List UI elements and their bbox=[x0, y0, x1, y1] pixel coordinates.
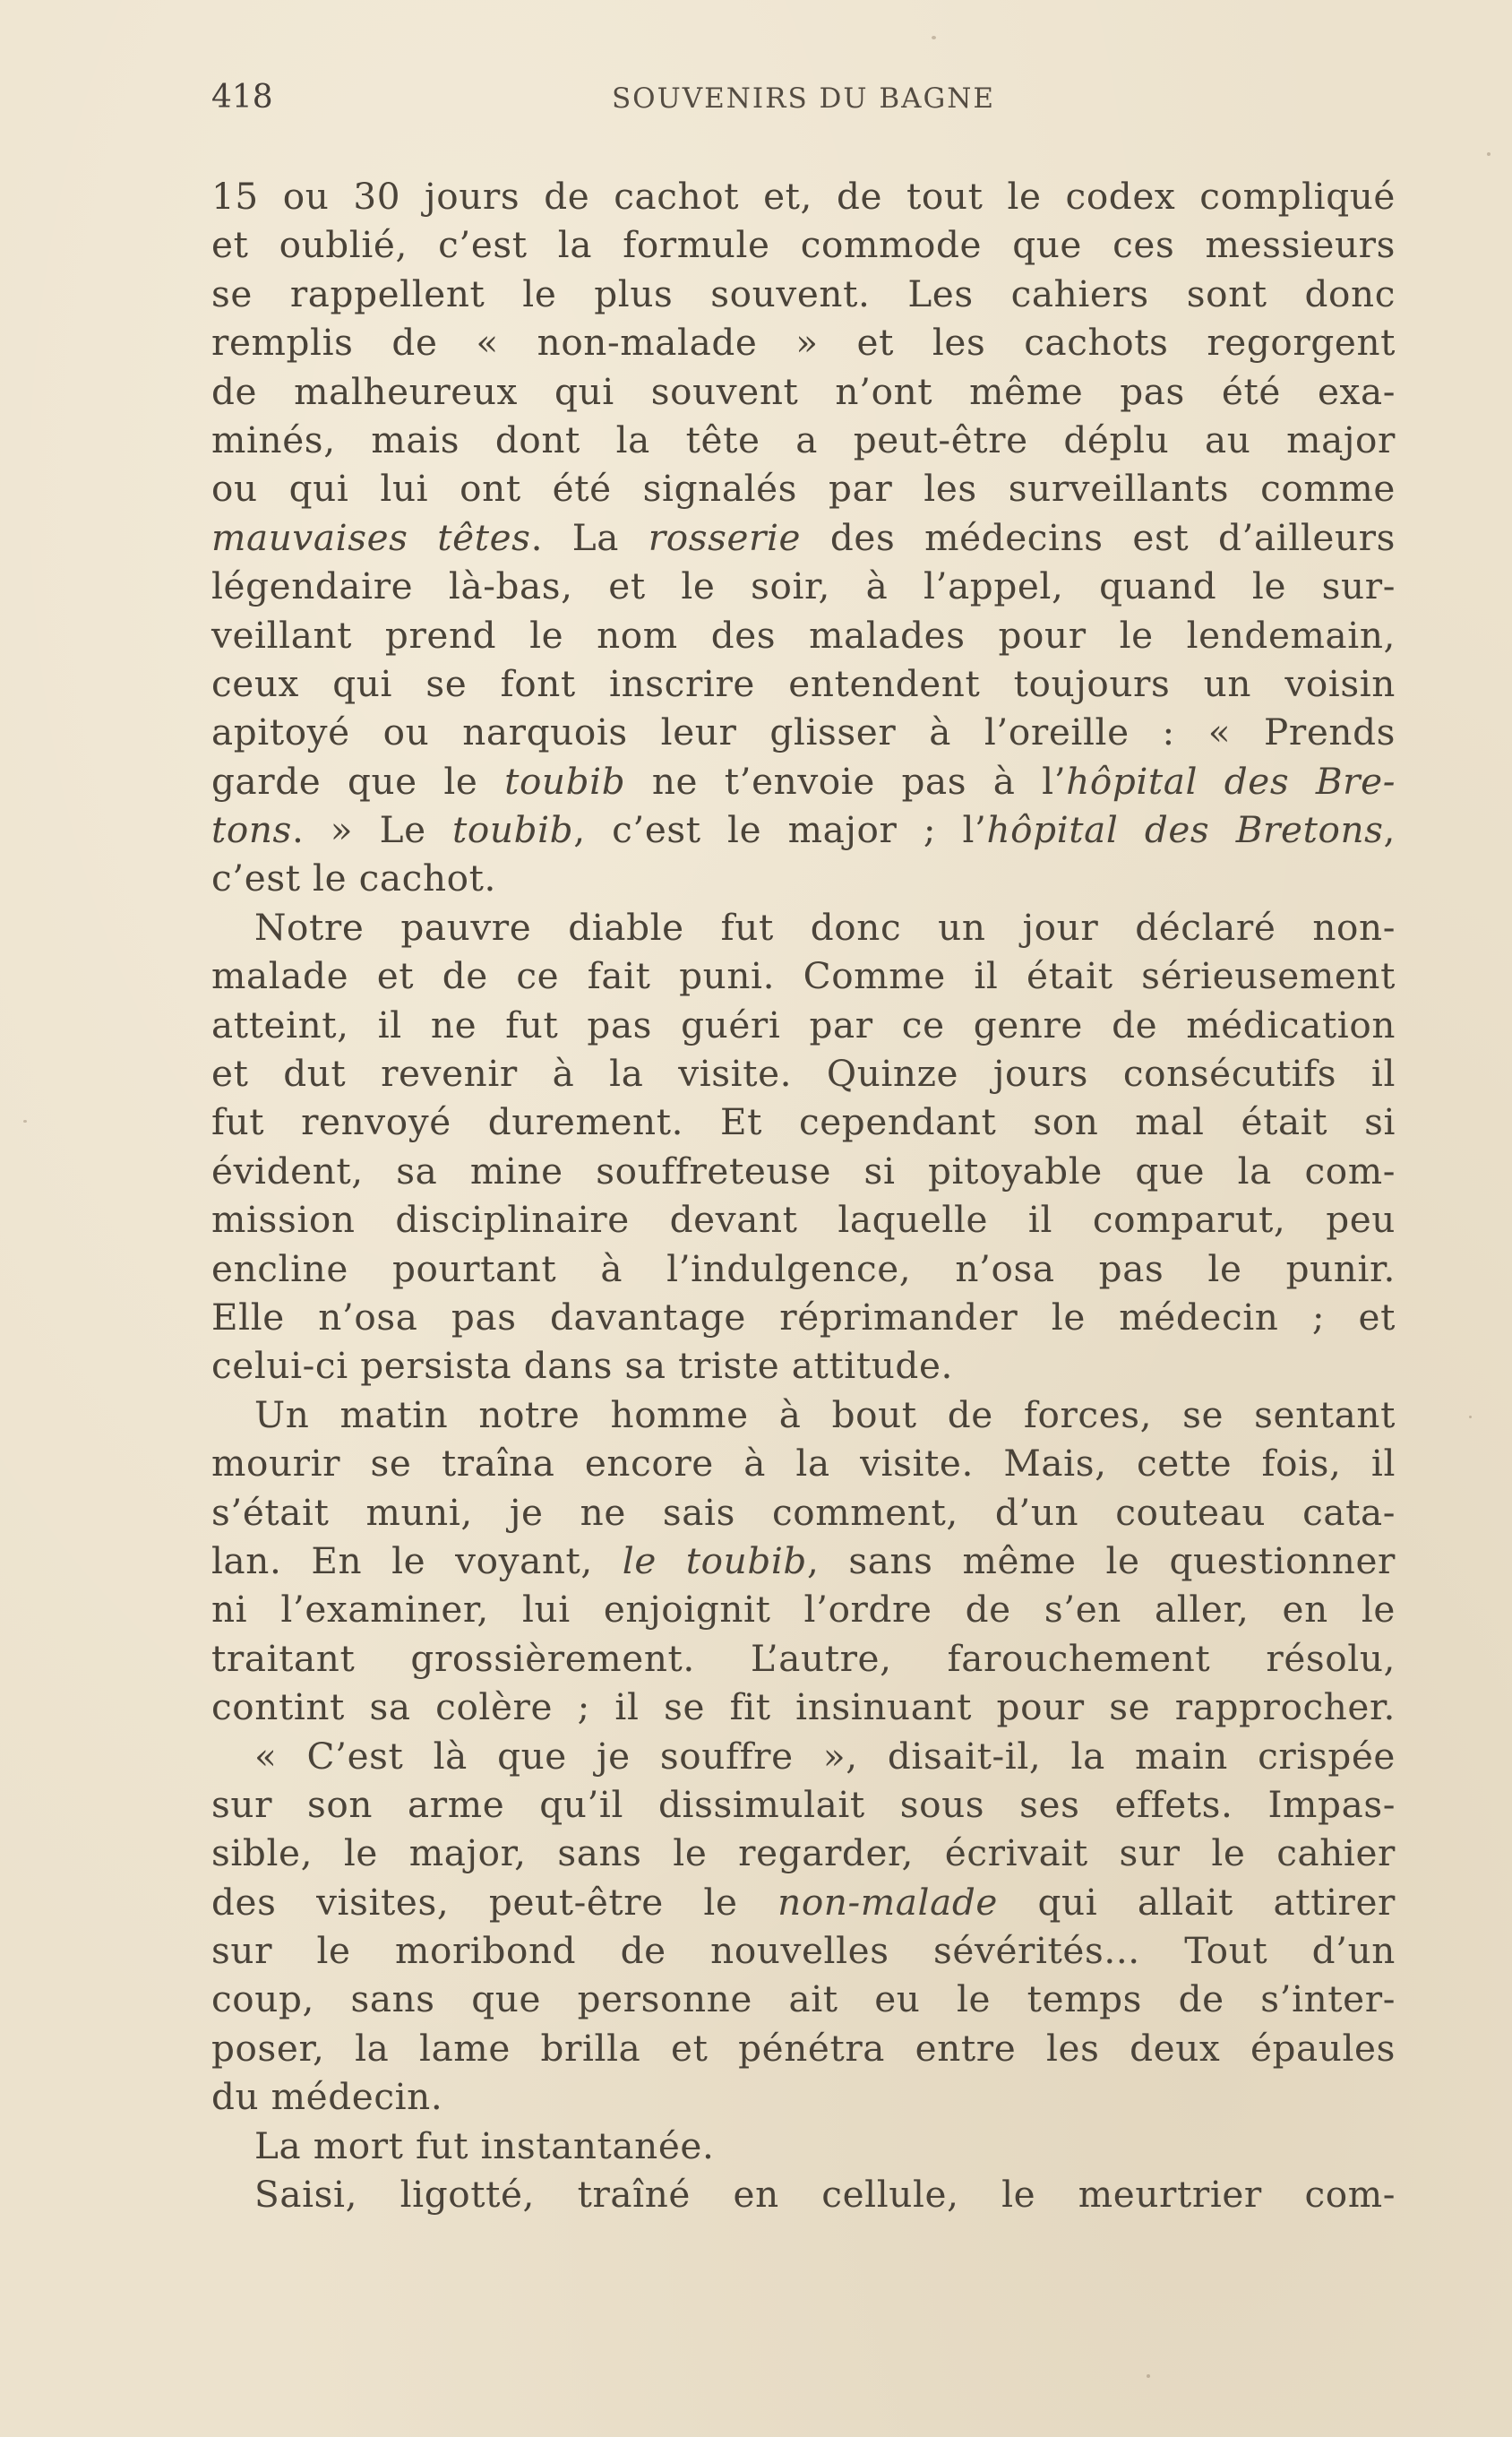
text-line: c’est le cachot. bbox=[211, 857, 496, 900]
text-line: malade et de ce fait puni. Comme il était sérieusement bbox=[211, 954, 1396, 998]
text-line: Notre pauvre diable fut donc un jour déclaré non- bbox=[254, 905, 1396, 949]
text-run: ne t’envoie pas à l’ bbox=[625, 759, 1067, 803]
paper-speck bbox=[932, 36, 936, 39]
text-line: légendaire là-bas, et le soir, à l’appel, quand le sur- bbox=[211, 564, 1396, 608]
paper-speck bbox=[23, 1120, 27, 1123]
paper-speck bbox=[1487, 152, 1491, 156]
text-line: mourir se traîna encore à la visite. Mais, cette fois, il bbox=[211, 1442, 1396, 1485]
text-line: 15 ou 30 jours de cachot et, de tout le codex compliqué bbox=[211, 175, 1396, 218]
text-line: s’était muni, je ne sais comment, d’un couteau cata- bbox=[211, 1490, 1396, 1534]
body-text bbox=[211, 172, 1396, 2218]
italic-text: hôpital des Bre- bbox=[1066, 759, 1396, 803]
text-line: sur son arme qu’il dissimulait sous ses effets. Impas- bbox=[211, 1782, 1396, 1826]
text-line: mission disciplinaire devant laquelle il comparut, peu bbox=[211, 1198, 1396, 1242]
text-run: , sans même le questionner bbox=[806, 1538, 1396, 1582]
text-line: ni l’examiner, lui enjoignit l’ordre de s’en aller, en le bbox=[211, 1588, 1396, 1632]
text-line: sible, le major, sans le regarder, écrivait sur le cahier bbox=[211, 1831, 1396, 1875]
text-line bbox=[211, 757, 1396, 805]
text-line bbox=[211, 805, 1396, 854]
text-line: de malheureux qui souvent n’ont même pas été exa- bbox=[211, 369, 1396, 413]
text-run: lan. En le voyant, bbox=[211, 1538, 623, 1582]
text-line: traitant grossièrement. L’autre, farouchement résolu, bbox=[211, 1636, 1396, 1680]
text-line: se rappellent le plus souvent. Les cahiers sont donc bbox=[211, 271, 1396, 315]
text-line: remplis de « non-malade » et les cachots regorgent bbox=[211, 321, 1396, 365]
text-line: et oublié, c’est la formule commode que ces messieurs bbox=[211, 223, 1396, 267]
italic-text: rosserie bbox=[648, 515, 802, 559]
running-title: SOUVENIRS DU BAGNE bbox=[611, 82, 996, 115]
text-line: Elle n’osa pas davantage réprimander le médecin ; et bbox=[211, 1295, 1396, 1339]
italic-text: tons bbox=[211, 808, 292, 852]
text-line: sur le moribond de nouvelles sévérités... Tout d’un bbox=[211, 1929, 1396, 1973]
italic-text: mauvaises têtes bbox=[211, 515, 531, 559]
text-line: celui-ci persista dans sa triste attitude. bbox=[211, 1344, 953, 1388]
text-line bbox=[211, 1537, 1396, 1585]
text-line: ou qui lui ont été signalés par les surveillants comme bbox=[211, 467, 1396, 511]
text-run: garde que le bbox=[211, 759, 505, 803]
text-run: , c’est le major ; l’ bbox=[573, 808, 987, 852]
text-run: des médecins est d’ailleurs bbox=[801, 515, 1396, 559]
text-line bbox=[211, 513, 1396, 562]
italic-text: toubib bbox=[504, 759, 626, 803]
italic-text: hôpital des Bretons bbox=[986, 808, 1384, 852]
text-line: et dut revenir à la visite. Quinze jours consécutifs il bbox=[211, 1052, 1396, 1096]
text-run: , bbox=[1383, 808, 1396, 852]
text-line: évident, sa mine souffreteuse si pitoyable que la com- bbox=[211, 1149, 1396, 1193]
text-line: coup, sans que personne ait eu le temps de s’inter- bbox=[211, 1977, 1396, 2021]
paper-speck bbox=[1147, 2374, 1150, 2378]
text-run: des visites, peut-être le bbox=[211, 1880, 778, 1924]
text-line: poser, la lame brilla et pénétra entre les deux épaules bbox=[211, 2026, 1396, 2070]
text-line: atteint, il ne fut pas guéri par ce genre de médication bbox=[211, 1003, 1396, 1046]
page-number: 418 bbox=[211, 79, 273, 116]
text-line: du médecin. bbox=[211, 2075, 443, 2119]
text-line: fut renvoyé durement. Et cependant son mal était si bbox=[211, 1100, 1396, 1144]
text-line: Saisi, ligotté, traîné en cellule, le meurtrier com- bbox=[254, 2173, 1396, 2217]
italic-text: non-malade bbox=[777, 1880, 998, 1924]
text-line bbox=[211, 1878, 1396, 1926]
running-head bbox=[211, 79, 1396, 124]
text-line: encline pourtant à l’indulgence, n’osa pas le punir. bbox=[211, 1246, 1396, 1290]
text-line: contint sa colère ; il se fit insinuant pour se rapprocher. bbox=[211, 1685, 1396, 1729]
italic-text: le toubib bbox=[622, 1538, 807, 1582]
paper-speck bbox=[1469, 1416, 1472, 1418]
text-line: minés, mais dont la tête a peut-être déplu au major bbox=[211, 418, 1396, 461]
text-line: apitoyé ou narquois leur glisser à l’oreille : « Prends bbox=[211, 710, 1396, 754]
text-run: . La bbox=[530, 515, 649, 559]
text-run: . » Le bbox=[291, 808, 453, 852]
text-run: qui allait attirer bbox=[997, 1880, 1396, 1924]
text-line: veillant prend le nom des malades pour le lendemain, bbox=[211, 613, 1396, 657]
text-line: ceux qui se font inscrire entendent toujours un voisin bbox=[211, 661, 1396, 705]
text-line: La mort fut instantanée. bbox=[254, 2123, 715, 2167]
text-line: Un matin notre homme à bout de forces, se sentant bbox=[254, 1392, 1396, 1436]
italic-text: toubib bbox=[452, 808, 574, 852]
text-line: « C’est là que je souffre », disait-il, la main crispée bbox=[254, 1734, 1396, 1778]
